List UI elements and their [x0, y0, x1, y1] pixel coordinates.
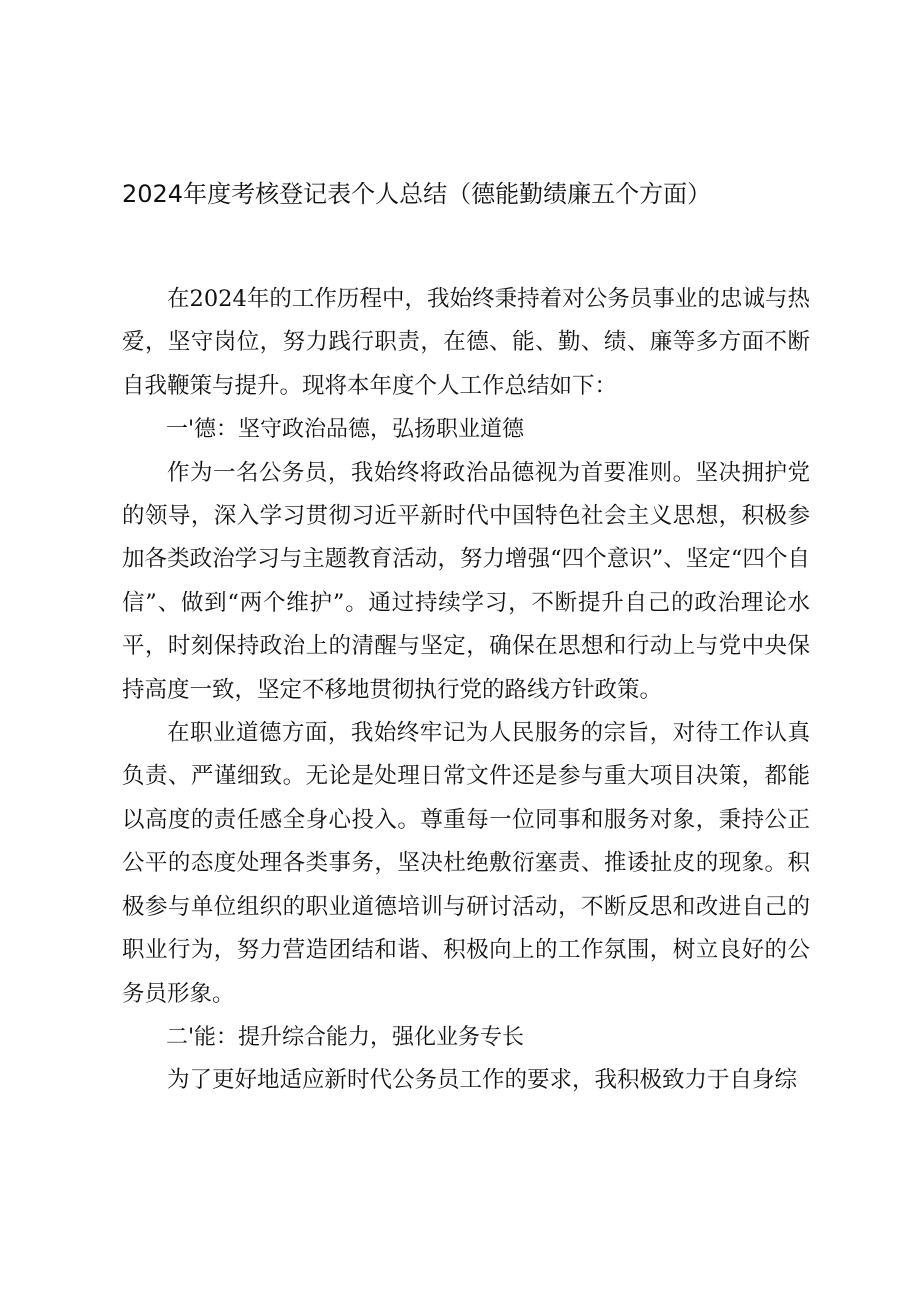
virtue-paragraph-professional: 在职业道德方面，我始终牢记为人民服务的宗旨，对待工作认真负责、严谨细致。无论是处理日常文件还是参与重大项目决策，都能以高度的责任感全身心投入。尊重每一位同事和服务对象，秉持公正公平的态度处理各类事务，坚决杜绝敷衍塞责、推诿扯皮的现象。积极参与单位组织的职业道德培训与研讨活动，不断反思和改进自己的职业行为，努力营造团结和谐、积极向上的工作氛围，树立良好的公务员形象。 [122, 720, 810, 1007]
section-heading-ability: 二'能：提升综合能力，强化业务专长 [166, 1024, 525, 1050]
document-body [122, 278, 810, 1103]
virtue-paragraph-political: 作为一名公务员，我始终将政治品德视为首要准则。坚决拥护党的领导，深入学习贯彻习近平新时代中国特色社会主义思想，积极参加各类政治学习与主题教育活动，努力增强“四个意识”、坚定“四个自信”、做到“两个维护”。通过持续学习，不断提升自己的政治理论水平，时刻保持政治上的清醒与坚定，确保在思想和行动上与党中央保持高度一致，坚定不移地贯彻执行党的路线方针政策。 [122, 459, 810, 703]
ability-paragraph: 为了更好地适应新时代公务员工作的要求，我积极致力于自身综 [167, 1067, 798, 1094]
section-heading-virtue: 一'德：坚守政治品德，弘扬职业道德 [166, 417, 525, 443]
intro-paragraph: 在2024年的工作历程中，我始终秉持着对公务员事业的忠诚与热爱，坚守岗位，努力践行职责，在德、能、勤、绩、廉等多方面不断自我鞭策与提升。现将本年度个人工作总结如下： [122, 286, 810, 399]
document-title: 2024年度考核登记表个人总结（德能勤绩廉五个方面） [122, 180, 712, 208]
